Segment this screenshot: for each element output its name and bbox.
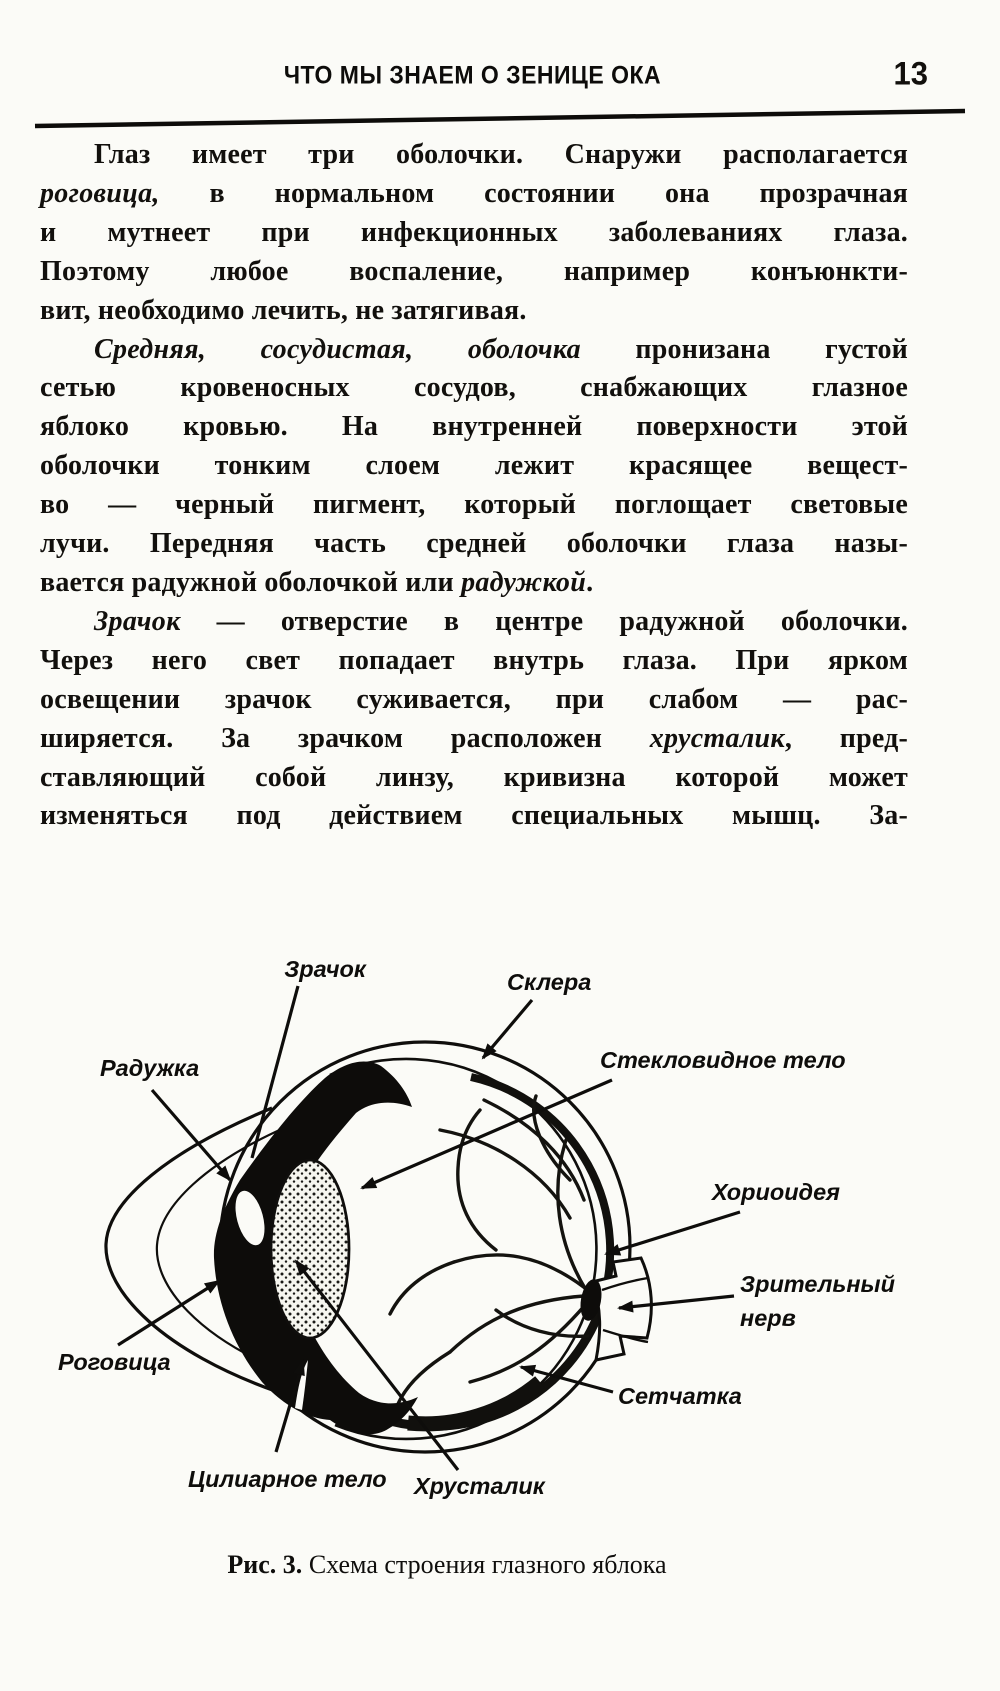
text-run: изменяться под действием специальных мышц. За-	[40, 800, 908, 832]
label-iris: Радужка	[100, 1055, 200, 1081]
text-line	[40, 369, 908, 408]
text-line	[40, 447, 908, 486]
label-optic-nerve-line1: Зрительный	[740, 1271, 895, 1297]
label-choroid: Хориоидея	[712, 1179, 840, 1205]
text-line	[40, 681, 908, 720]
text-line	[40, 214, 908, 253]
leader-choroid	[606, 1212, 740, 1254]
label-cornea: Роговица	[58, 1349, 171, 1375]
text-line	[40, 525, 908, 564]
running-head: ЧТО МЫ ЗНАЕМ О ЗЕНИЦЕ ОКА	[283, 60, 662, 89]
italic-run: Средняя, сосудистая, оболочка	[94, 333, 581, 365]
figure-caption-number: Рис. 3.	[227, 1550, 303, 1579]
label-retina: Сетчатка	[618, 1383, 742, 1409]
text-run: вит, необходимо лечить, не затягивая.	[40, 294, 527, 326]
text-run: в нормальном состоянии она прозрачная	[159, 177, 908, 209]
text-line	[40, 175, 908, 214]
text-line	[40, 797, 908, 836]
italic-run: хрусталик	[649, 722, 785, 754]
text-run: .	[586, 566, 594, 598]
header-rule	[0, 95, 1000, 135]
text-line	[40, 759, 908, 798]
text-run: освещении зрачок суживается, при слабом — рас-	[40, 683, 908, 715]
text-line	[40, 408, 908, 447]
text-run: лучи. Передняя часть средней оболочки глаза назы-	[40, 528, 908, 560]
optic-nerve	[578, 1258, 652, 1360]
text-run: и мутнеет при инфекционных заболеваниях глаза.	[40, 216, 908, 248]
text-run: яблоко кровью. На внутренней поверхности этой	[40, 411, 908, 443]
lens-shape	[271, 1160, 349, 1338]
eye-diagram	[0, 930, 1000, 1550]
text-line	[40, 486, 908, 525]
italic-run: Зрачок	[94, 605, 181, 637]
text-line	[40, 253, 908, 292]
text-run: — отверстие в центре радужной оболочки.	[180, 605, 908, 637]
article	[40, 136, 908, 836]
italic-run: роговица,	[40, 177, 160, 209]
text-run: во — черный пигмент, который поглощает световые	[40, 489, 908, 521]
text-line	[40, 136, 908, 175]
label-vitreous-body: Стекловидное тело	[600, 1047, 846, 1073]
vitreous-vessels	[390, 1096, 588, 1404]
label-sclera: Склера	[507, 969, 592, 995]
text-run: Через него свет попадает внутрь глаза. При ярком	[40, 644, 908, 676]
text-run: Поэтому любое воспаление, например конъюнкти-	[40, 255, 908, 287]
label-ciliary-body: Цилиарное тело	[188, 1466, 387, 1492]
label-pupil: Зрачок	[284, 956, 366, 982]
label-lens: Хрусталик	[414, 1473, 545, 1499]
text-line	[40, 720, 908, 759]
text-run: Глаз имеет три оболочки. Снаружи располагается	[94, 139, 908, 170]
text-run: оболочки тонким слоем лежит красящее вещест-	[40, 450, 908, 482]
text-run: вается радужной оболочкой или	[40, 566, 462, 598]
text-run: , пред-	[784, 722, 908, 754]
text-line	[40, 603, 908, 642]
figure-caption	[0, 1550, 894, 1580]
text-line	[40, 292, 908, 331]
text-run: ширяется. За зрачком расположен	[40, 722, 650, 754]
text-line	[40, 331, 908, 370]
page-number: 13	[893, 55, 928, 92]
text-run: пронизана густой	[580, 333, 908, 365]
text-line	[40, 642, 908, 681]
text-line	[40, 564, 908, 603]
label-optic-nerve-line2: нерв	[740, 1305, 796, 1331]
figure-caption-text: Схема строения глазного яблока	[302, 1550, 667, 1579]
leader-sclera	[483, 1000, 532, 1058]
italic-run: радужкой	[461, 566, 587, 598]
text-run: сетью кровеносных сосудов, снабжающих глазное	[40, 372, 908, 404]
text-run: ставляющий собой линзу, кривизна которой может	[40, 761, 908, 793]
